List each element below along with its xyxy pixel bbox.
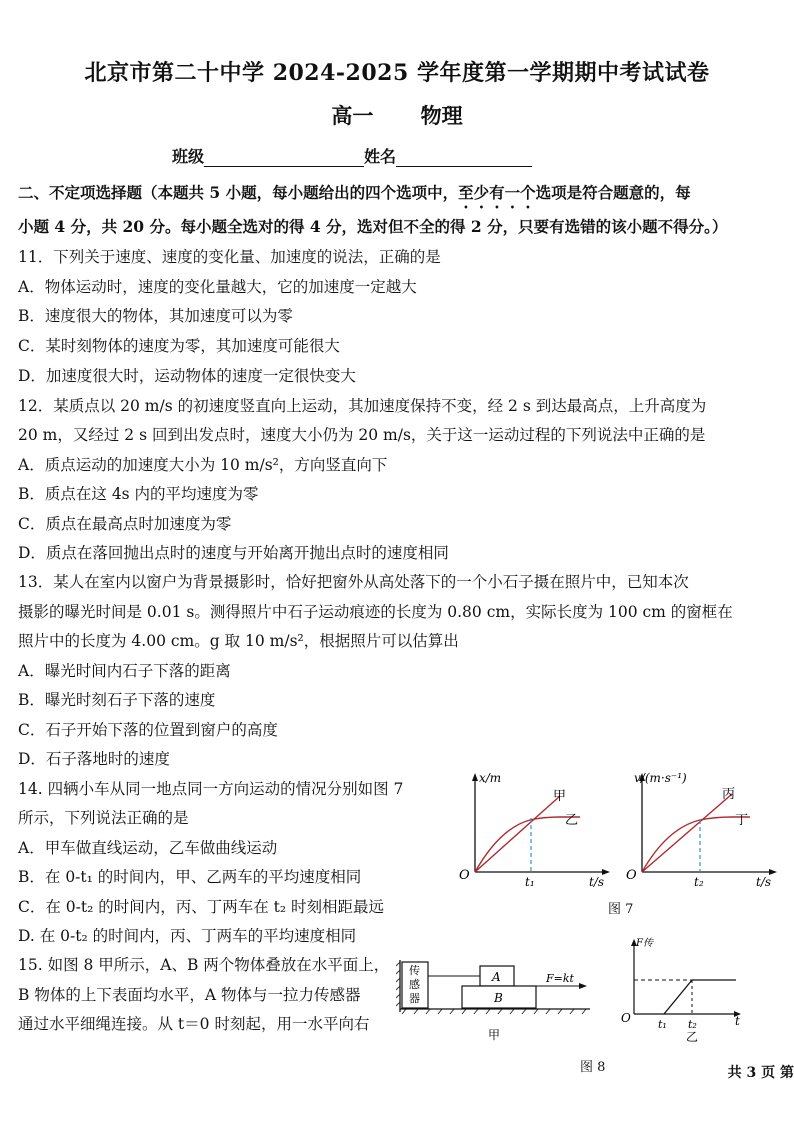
fig7-caption: 图 7 [608,902,634,917]
fig8-block-b-label: B [494,991,503,1005]
q15-stem-2: B 物体的上下表面均水平，A 物体与一拉力传感器 [18,986,361,1004]
fig8-apparatus [396,952,596,1044]
student-info [172,144,532,167]
q15-stem-3: 通过水平细绳连接。从 t＝0 时刻起，用一水平向右 [18,1015,370,1033]
name-field[interactable] [396,148,532,167]
fig8-force-label: F=kt [546,972,574,985]
fig7-label-jia: 甲 [553,789,567,804]
q13-option-d: D．石子落地时的速度 [18,750,170,768]
fig8-tick-t2: t₂ [688,1018,697,1031]
fig8-origin: O [621,1011,631,1025]
grade-label: 高一 [331,103,374,128]
q14-option-c: C．在 0-t₂ 的时间内，丙、丁两车在 t₂ 时刻相距最远 [18,898,385,916]
fig7-left-xlabel: t/s [589,875,605,889]
q15-stem-1: 15. 如图 8 甲所示，A、B 两个物体叠放在水平面上， [18,956,390,974]
instr-line-2: 小题 4 分，共 20 分。每小题全选对的得 4 分，选对但不全的得 2 分，只要有选错的该小题不得分。） [18,217,728,236]
class-label: 班级 [172,147,205,166]
fig8-tick-t1: t₁ [658,1018,667,1031]
q11-option-b: B．速度很大的物体，其加速度可以为零 [18,307,293,325]
section-instructions [18,178,776,242]
fig7-xt-graph [455,768,615,893]
fig8-ylabel: F传 [636,938,653,949]
instr-part-b: 选项是符合题意的，每 [535,183,691,202]
fig8-force-graph [618,932,748,1044]
q11-option-a: A．物体运动时，速度的变化量越大，它的加速度一定越大 [18,278,417,296]
q14-option-a: A．甲车做直线运动，乙车做曲线运动 [18,839,278,857]
fig8-sensor-char-2: 感 [409,978,420,991]
fig7-left-origin: O [459,868,470,883]
fig7-curve-jia [475,796,560,872]
q13-option-b: B．曝光时刻石子下落的速度 [18,691,216,709]
q12-stem-1: 12．某质点以 20 m/s 的初速度竖直向上运动，其加速度保持不变，经 2 s 到达最高点，上升高度为 [18,397,707,415]
q11-option-d: D．加速度很大时，运动物体的速度一定很快变大 [18,367,356,385]
subject-label: 物理 [420,103,463,128]
fig7-vt-graph [622,768,782,893]
q12-option-c: C．质点在最高点时加速度为零 [18,515,232,533]
q13-stem-2: 摄影的曝光时间是 0.01 s。测得照片中石子运动痕迹的长度为 0.80 cm，实际长度为 100 cm 的窗框在 [18,603,733,621]
fig7-label-yi: 乙 [565,813,579,828]
q12-option-d: D．质点在落回抛出点时的速度与开始离开抛出点时的速度相同 [18,544,449,562]
q12-stem-2: 20 m，又经过 2 s 回到出发点时，速度大小仍为 20 m/s，关于这一运动过程的下列说法中正确的是 [18,426,706,444]
fig7-right-ylabel: v/(m·s⁻¹) [634,771,687,785]
fig8-ground-hatch [402,1009,586,1014]
q13-stem-3: 照片中的长度为 4.00 cm。g 取 10 m/s²，根据照片可以估算出 [18,632,459,650]
fig8-ramp-line [664,980,692,1014]
q13-option-c: C．石子开始下落的位置到窗户的高度 [18,721,278,739]
fig7-curve-bing [642,794,732,872]
q11-option-c: C．某时刻物体的速度为零，其加速度可能很大 [18,337,340,355]
fig7-label-ding: 丁 [735,813,749,828]
q11-stem: 11．下列关于速度、速度的变化量、加速度的说法，正确的是 [18,248,441,266]
fig8-force-arrowhead [579,983,587,989]
class-field[interactable] [204,148,364,167]
fig8-caption-jia: 甲 [488,1028,501,1042]
q13-option-a: A．曝光时间内石子下落的距离 [18,662,231,680]
fig7-left-tick: t₁ [525,875,535,889]
fig7-right-xlabel: t/s [756,875,772,889]
fig8-caption: 图 8 [580,1060,606,1075]
q12-option-a: A．质点运动的加速度大小为 10 m/s²，方向竖直向下 [18,456,388,474]
fig7-right-origin: O [626,868,637,883]
name-label: 姓名 [364,147,397,166]
instr-part-a: 二、不定项选择题（本题共 5 小题，每小题给出的四个选项中， [18,183,459,202]
fig8-sensor-char-3: 器 [409,992,420,1005]
page-footer: 共 3 页 第 [727,1065,794,1081]
q14-stem-2: 所示，下列说法正确的是 [18,809,189,827]
fig7-label-bing: 丙 [722,787,736,802]
fig7-left-ylabel: x/m [479,771,502,785]
fig7-right-tick: t₂ [694,875,704,889]
q13-stem-1: 13．某人在室内以窗户为背景摄影时，恰好把窗外从高处落下的一个小石子摄在照片中，已知本次 [18,573,689,591]
q14-option-b: B．在 0-t₁ 的时间内，甲、乙两车的平均速度相同 [18,868,362,886]
subject-line [0,100,794,130]
fig8-sensor-char-1: 传 [409,964,420,977]
fig8-block-a-label: A [492,970,501,984]
q14-stem-1: 14. 四辆小车从同一地点同一方向运动的情况分别如图 7 [18,780,404,798]
instr-emphasis: 至少有一个 [458,183,536,202]
q14-option-d: D. 在 0-t₂ 的时间内，丙、丁两车的平均速度相同 [18,927,357,945]
fig8-xlabel: t [735,1014,740,1028]
fig8-caption-yi: 乙 [686,1030,699,1044]
fig7-left-y-arrow [472,773,478,781]
q12-option-b: B．质点在这 4s 内的平均速度为零 [18,485,259,503]
page-title: 北京市第二十中学 2024-2025 学年度第一学期期中考试试卷 [84,60,710,86]
